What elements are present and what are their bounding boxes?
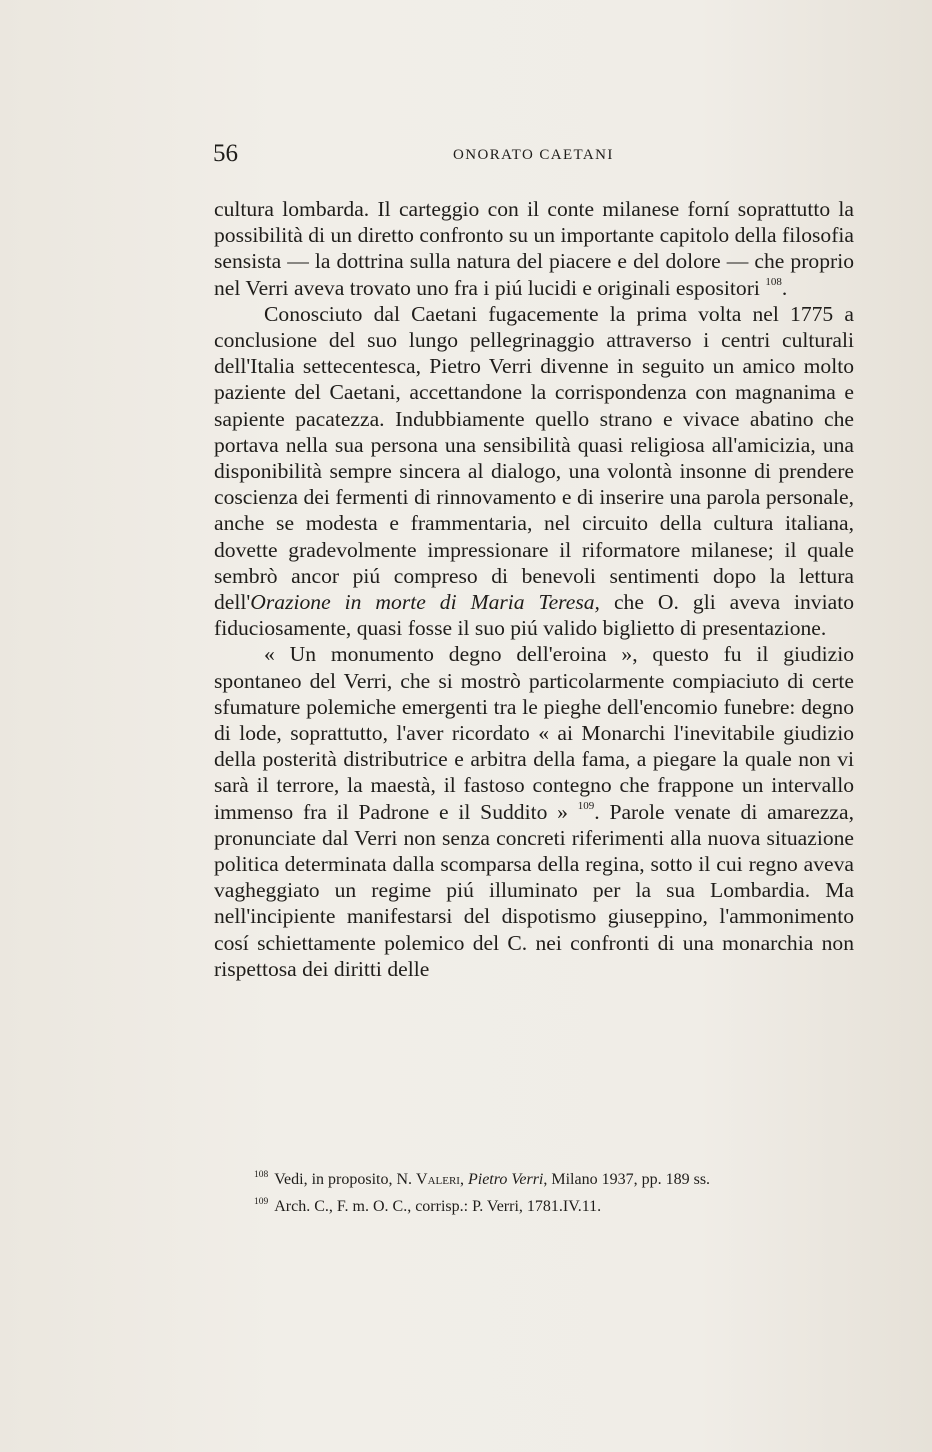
paragraph-2 [214,301,854,642]
footnote-text: Vedi, in proposito, N. [274,1171,417,1188]
footnote-108 [254,1166,854,1193]
paragraph-2-text-b: che O. gli aveva inviato fiduciosamente, quasi fosse il suo piú valido biglietto di presentazione. [214,590,854,641]
page-number: 56 [213,140,238,167]
footnote-text: Arch. C., F. m. O. C., corrisp.: P. Verri, 1781.IV.11. [274,1198,602,1215]
footnote-title: Pietro Verri [467,1171,544,1188]
page-header [213,140,853,170]
footnote-text: , [459,1171,468,1188]
footnotes [254,1166,854,1220]
paragraph-2-text-a: Conosciuto dal Caetani fugacemente la prima volta nel 1775 a conclusione del suo lungo pellegrinaggio attraverso i centri culturali dell'Italia settecentesca, Pietro Verri divenne in seguito un amico molto paziente del Caetani, accettandone la corrispondenza con magnanima e sapiente pacatezza. Indubbiamente quello strano e vivace abatino che portava nella sua persona una sensibilità quasi religiosa all'amicizia, una disponibilità sempre sincera al dialogo, una volontà insonne di prendere coscienza dei fermenti di rinnovamento e di inserire una parola personale, anche se modesta e frammentaria, nel circuito della cultura italiana, dovette gradevolmente impressionare il riformatore milanese; il quale sembrò ancor piú compreso di benevoli sentimenti dopo la lettura dell' [214,301,854,615]
running-title: ONORATO CAETANI [453,147,614,163]
body-text [214,196,854,982]
paragraph-3-text-b: . Parole venate di amarezza, pronunciate dal Verri non senza concreti riferimenti alla nuova situazione politica determinata dalla scomparsa della regina, sotto il cui regno aveva vagheggiato un regime piú illuminato per la sua Lombardia. Ma nell'incipiente manifestarsi del dispotismo giuseppino, l'ammonimento cosí schiettamente polemico del C. nei confronti di una monarchia non rispettosa dei diritti delle [214,799,854,981]
paragraph-1 [214,196,854,301]
footnote-number: 108 [254,1170,269,1180]
italic-title-orazione: Orazione in morte di Maria Teresa, [250,590,600,615]
footnote-author: Valeri [416,1171,460,1188]
footnote-number: 109 [254,1197,269,1207]
footnote-ref-109[interactable]: 109 [577,799,595,812]
footnote-ref-108[interactable]: 108 [765,275,782,288]
footnote-109 [254,1193,854,1220]
paragraph-1-text: cultura lombarda. Il carteggio con il conte milanese forní soprattutto la possibilità di un diretto confronto su un importante capitolo della filosofia sensista — la dottrina sulla natura del piacere e del dolore — che proprio nel Verri aveva trovato uno fra i piú lucidi e originali espositori [214,197,854,300]
paragraph-3 [214,641,854,982]
paragraph-1-end: . [781,275,788,300]
footnote-text: , Milano 1937, pp. 189 ss. [543,1171,711,1188]
paragraph-3-text-a: « Un monumento degno dell'eroina », questo fu il giudizio spontaneo del Verri, che si mostrò particolarmente compiaciuto di certe sfumature polemiche emergenti tra le pieghe dell'encomio funebre: degno di lode, soprattutto, l'aver ricordato « ai Monarchi l'inevitabile giudizio della posterità distributrice e arbitra della fama, a piegare la quale non vi sarà il terrore, la maestà, il fastoso contegno che frappone un intervallo immenso fra il Padrone e il Suddito » [214,642,854,824]
